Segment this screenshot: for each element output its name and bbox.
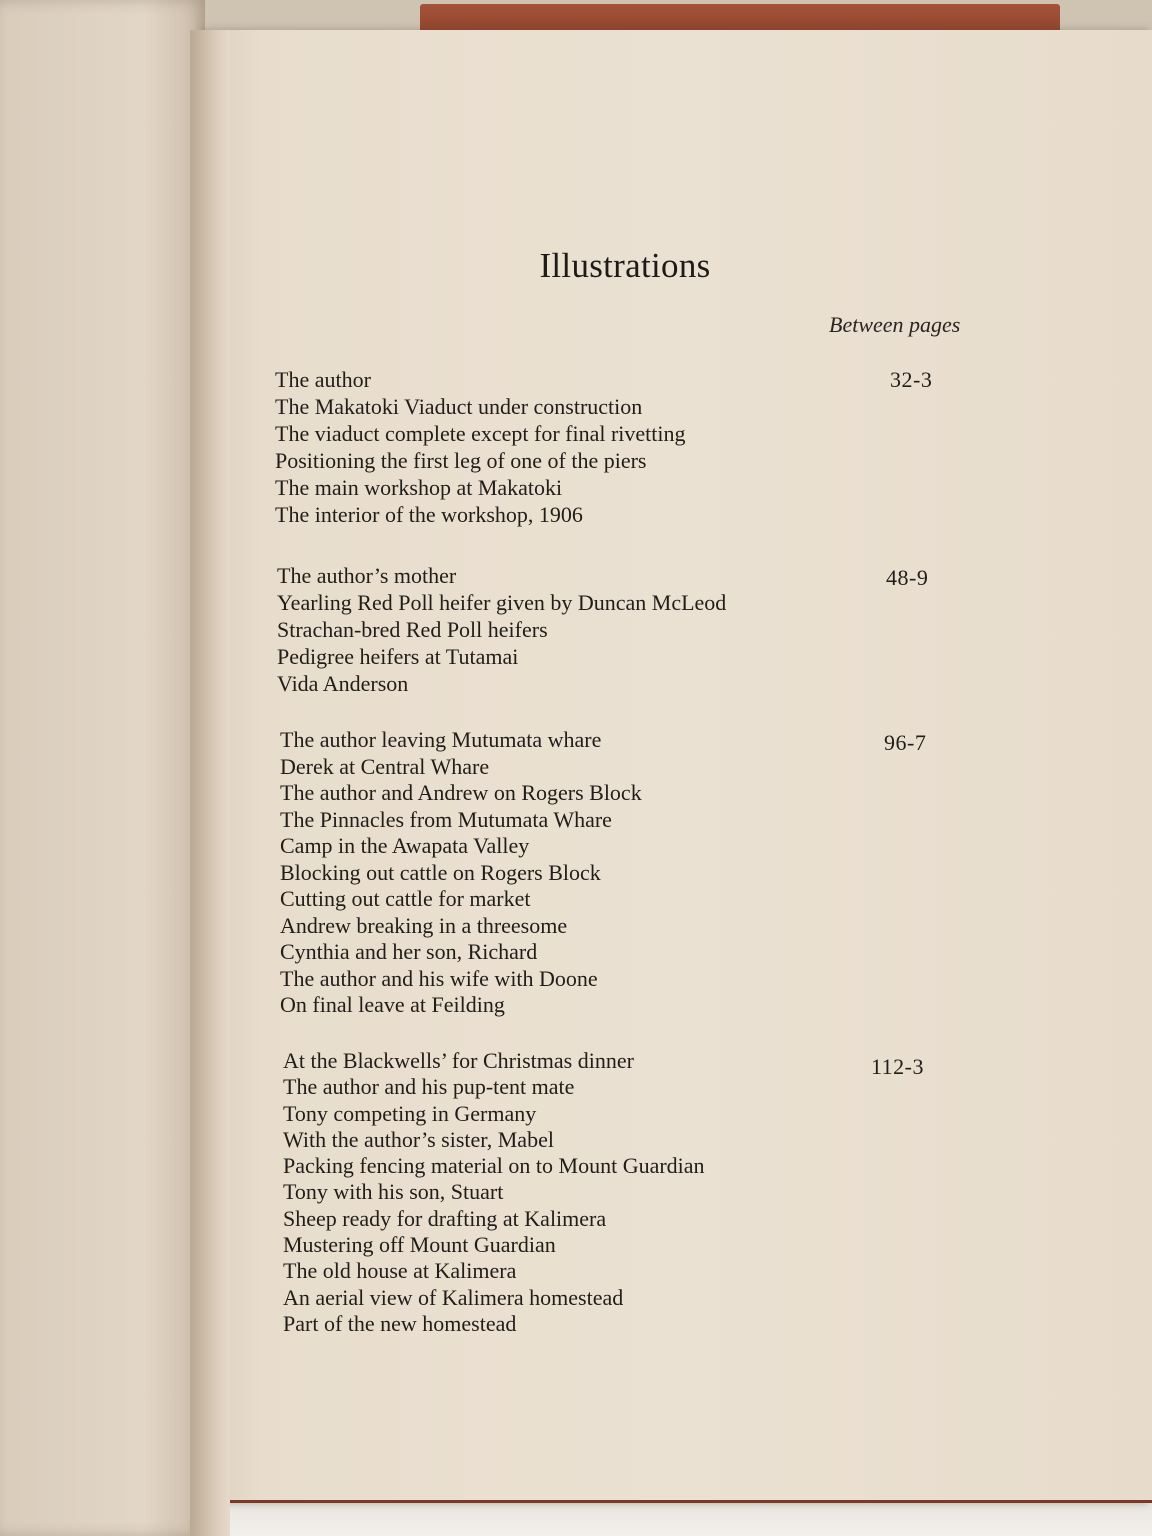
list-item: Cynthia and her son, Richard [280, 939, 538, 964]
list-item: Positioning the first leg of one of the piers [275, 448, 647, 473]
list-item: Mustering off Mount Guardian [283, 1232, 556, 1258]
list-item: The author and Andrew on Rogers Block [280, 780, 642, 805]
list-item: Sheep ready for drafting at Kalimera [283, 1205, 607, 1231]
illustration-group-1 [275, 366, 686, 528]
page-range-2: 48-9 [886, 565, 929, 590]
list-item: The old house at Kalimera [283, 1258, 517, 1284]
page-range-1: 32-3 [890, 367, 933, 392]
list-item: Tony with his son, Stuart [283, 1179, 504, 1205]
column-header-between-pages: Between pages [829, 312, 961, 337]
list-item: The author and his wife with Doone [280, 965, 598, 991]
list-item: Packing fencing material on to Mount Guardian [283, 1153, 705, 1179]
list-item: The author’s mother [277, 563, 457, 588]
list-item: The Pinnacles from Mutumata Whare [280, 806, 612, 832]
list-item: The main workshop at Makatoki [275, 475, 563, 500]
list-item: Camp in the Awapata Valley [280, 833, 530, 858]
illustration-group-4 [283, 1048, 705, 1337]
list-item: Tony competing in Germany [283, 1100, 537, 1126]
list-item: Blocking out cattle on Rogers Block [280, 859, 601, 885]
list-item: The interior of the workshop, 1906 [275, 502, 583, 527]
list-item: The viaduct complete except for final rivetting [275, 421, 686, 446]
list-item: On final leave at Feilding [280, 992, 505, 1017]
list-item: Andrew breaking in a threesome [280, 912, 568, 938]
table-surface [225, 1500, 1152, 1536]
list-item: Cutting out cattle for market [280, 886, 531, 911]
list-item: The author leaving Mutumata whare [280, 727, 602, 752]
left-page [0, 0, 205, 1536]
list-item: Strachan-bred Red Poll heifers [277, 617, 548, 642]
list-item: The author and his pup-tent mate [283, 1074, 575, 1100]
list-item: Part of the new homestead [283, 1310, 517, 1336]
list-item: Vida Anderson [277, 671, 409, 696]
page-title: Illustrations [539, 246, 711, 285]
illustration-group-2 [277, 562, 726, 697]
list-item: The author [275, 367, 371, 392]
list-item: Pedigree heifers at Tutamai [277, 644, 519, 669]
list-item: Derek at Central Whare [280, 753, 490, 779]
list-item: At the Blackwells’ for Christmas dinner [283, 1048, 634, 1073]
illustration-group-3 [280, 727, 642, 1019]
page-range-4: 112-3 [871, 1054, 925, 1079]
list-item: An aerial view of Kalimera homestead [283, 1284, 624, 1310]
list-item: The Makatoki Viaduct under construction [275, 394, 643, 419]
page-range-3: 96-7 [884, 730, 927, 755]
list-item: Yearling Red Poll heifer given by Duncan McLeod [277, 590, 727, 615]
list-item: With the author’s sister, Mabel [283, 1126, 554, 1152]
